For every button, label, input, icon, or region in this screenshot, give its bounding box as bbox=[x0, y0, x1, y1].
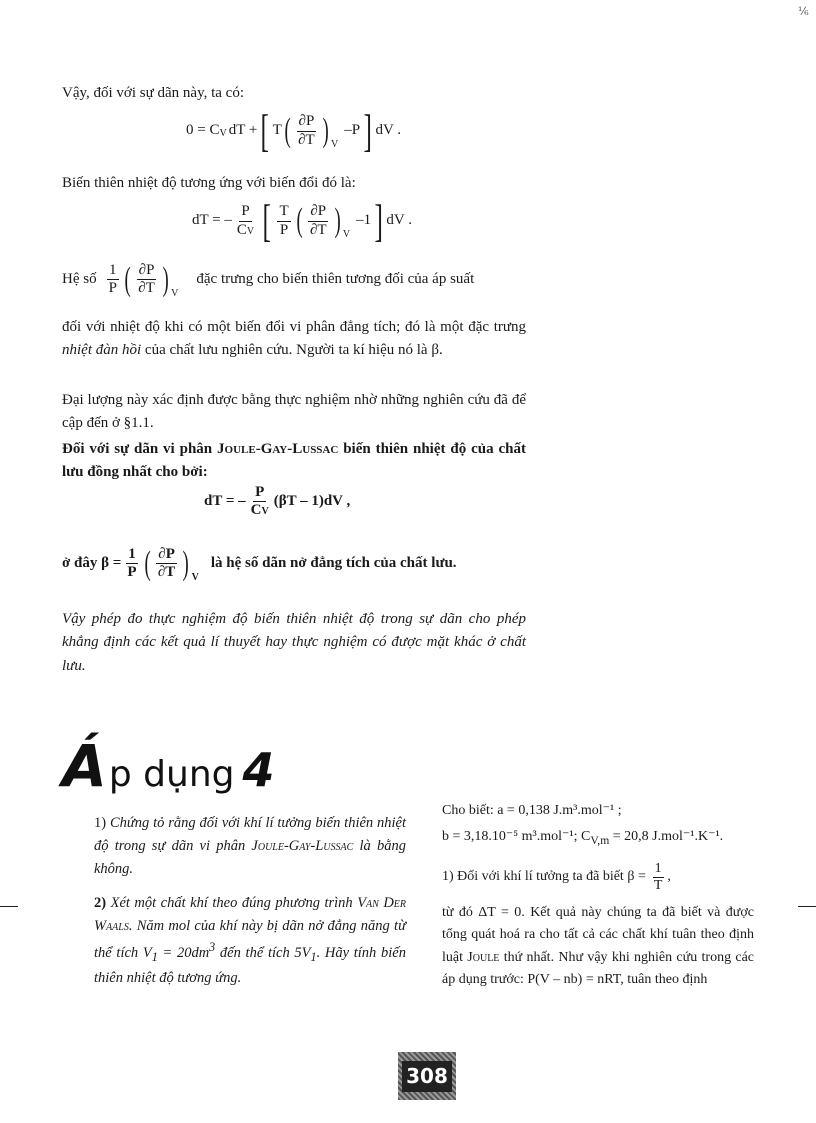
eq1-sub: V bbox=[219, 128, 227, 140]
q2-c3-sup: 3 bbox=[209, 939, 216, 954]
eq1-den: ∂T bbox=[298, 131, 315, 148]
coef-num: ∂P bbox=[137, 262, 157, 280]
eq3-cv bbox=[249, 502, 271, 519]
a1-a: 1) Đối với khí lí tưởng ta đã biết β = bbox=[442, 869, 646, 885]
eq1-sub-v: V bbox=[331, 139, 339, 151]
beta-suffix: là hệ số dãn nở đẳng tích của chất lưu. bbox=[210, 555, 457, 572]
coef-P: P bbox=[108, 280, 117, 297]
eq2-frac-tp bbox=[277, 203, 290, 239]
given-b-line bbox=[442, 826, 754, 850]
q1-b: là bằng không. bbox=[94, 838, 406, 878]
beta-one: 1 bbox=[126, 546, 138, 564]
right-margin-mark bbox=[798, 906, 816, 907]
eq2-rparen: ) bbox=[334, 202, 341, 239]
bold-b: biến thiên nhiệt độ của chất lưu đồng nhất cho bởi: bbox=[62, 441, 526, 481]
eq2-T: T bbox=[277, 203, 290, 221]
eq1-lparen: ( bbox=[284, 112, 291, 149]
eq2-Pd: P bbox=[279, 221, 289, 238]
a1-frac bbox=[652, 861, 665, 894]
eq2-cv-sub: V bbox=[246, 225, 255, 237]
q2-e: . Hãy tính biến thiên nhiệt độ tương ứng. bbox=[94, 944, 406, 986]
para3-c: của chất lưu nghiên cứu. Người ta kí hiệu nó là β. bbox=[141, 342, 443, 359]
eq2-lhs: dT = – bbox=[192, 212, 232, 229]
page-number: 308 bbox=[402, 1061, 452, 1092]
beta-frac-1p bbox=[125, 546, 138, 582]
eq2-num: ∂P bbox=[308, 203, 328, 221]
q2-number: 2) bbox=[94, 894, 107, 911]
given-b: b = 3,18.10⁻⁵ m³.mol⁻¹; C bbox=[442, 829, 591, 845]
eq3-cv-text: C bbox=[250, 502, 262, 519]
q1-name: Joule-Gay-Lussac bbox=[251, 838, 354, 855]
beta-den: ∂T bbox=[157, 564, 176, 581]
paragraph-3 bbox=[62, 316, 526, 363]
eq2-minus1: –1 bbox=[356, 212, 372, 229]
coef-lparen: ( bbox=[124, 260, 131, 298]
eq1-dv: dV . bbox=[375, 122, 402, 139]
heading-title: p dụng bbox=[108, 754, 235, 795]
eq3-cv-sub: V bbox=[261, 506, 269, 518]
q2-text bbox=[94, 895, 406, 986]
q2-b: . Năm mol của khí này bị dãn nở đẳng năng từ thể tích V bbox=[94, 917, 406, 961]
answer-1-body bbox=[442, 902, 754, 992]
beta-prefix: ở đây β = bbox=[62, 555, 122, 572]
right-column bbox=[442, 800, 754, 1002]
eq1-dt: dT + bbox=[228, 122, 258, 139]
eq2-dv: dV . bbox=[386, 212, 412, 229]
beta-frac bbox=[156, 546, 177, 582]
eq1-lbracket: [ bbox=[260, 105, 270, 156]
coef-prefix: Hệ số bbox=[62, 271, 97, 288]
intro-text: Vậy, đối với sự dãn này, ta có: bbox=[62, 85, 244, 101]
eq2-frac-pcv bbox=[235, 203, 256, 239]
given-b2: = 20,8 J.mol⁻¹.K⁻¹. bbox=[609, 829, 724, 845]
section-heading bbox=[62, 722, 275, 812]
equation-3 bbox=[204, 484, 350, 520]
q2-d: đến thể tích 5V bbox=[215, 944, 311, 961]
eq1-frac bbox=[296, 113, 317, 149]
eq3-lhs: dT = – bbox=[204, 493, 246, 510]
eq1-num: ∂P bbox=[297, 113, 317, 131]
equation-1 bbox=[186, 105, 402, 156]
para3-a: đối với nhiệt độ khi có một biến đổi vi phân đẳng tích; đó là một đặc trưng bbox=[62, 319, 526, 335]
heading-number: 4 bbox=[242, 743, 275, 797]
coef-den: ∂T bbox=[138, 280, 155, 297]
q2-a: Xét một chất khí theo đúng phương trình bbox=[110, 894, 358, 911]
given-b-sub: V,m bbox=[590, 834, 610, 848]
beta-lparen: ( bbox=[144, 544, 151, 582]
eq3-P: P bbox=[253, 484, 266, 502]
q2-c: = 20dm bbox=[157, 944, 210, 961]
answer-1-line bbox=[442, 861, 754, 894]
bold-name: Joule-Gay-Lussac bbox=[217, 441, 339, 457]
question-1 bbox=[94, 812, 406, 882]
beta-num: ∂P bbox=[156, 546, 177, 564]
eq2-sub-v: V bbox=[342, 229, 351, 241]
coef-one: 1 bbox=[107, 262, 119, 280]
paragraph-4: Đại lượng này xác định được bằng thực nghiệm nhờ những nghiên cứu đã để cập đến ở §1.1. bbox=[62, 392, 526, 432]
left-margin-mark bbox=[0, 906, 18, 907]
eq2-frac bbox=[308, 203, 329, 239]
question-2 bbox=[94, 892, 406, 991]
q1-text bbox=[94, 815, 406, 877]
given-a: Cho biết: a = 0,138 J.m³.mol⁻¹ ; bbox=[442, 803, 622, 818]
coef-suffix: đặc trưng cho biến thiên tương đối của áp suất bbox=[196, 271, 475, 288]
a1-b: từ đó ΔT = 0. Kết quả này chúng ta đã biết và được tổng quát hoá ra cho tất cả các chất khí tuân theo định luật bbox=[442, 905, 754, 965]
a1-name: Joule bbox=[467, 949, 500, 965]
eq3-rhs: (βT – 1)dV , bbox=[273, 493, 351, 510]
bold-a: Đối với sự dãn vi phân bbox=[62, 441, 218, 457]
eq3-frac bbox=[249, 484, 271, 520]
coef-frac-1p bbox=[107, 262, 119, 298]
beta-P: P bbox=[127, 564, 137, 581]
corner-note: ⅙ bbox=[798, 6, 809, 18]
coef-rparen: ) bbox=[162, 260, 169, 298]
equation-2 bbox=[192, 195, 412, 246]
beta-rparen: ) bbox=[182, 544, 190, 582]
q2-v1b-sub: 1 bbox=[310, 949, 317, 964]
q1-number: 1) bbox=[94, 815, 107, 831]
a1-c: thứ nhất. Như vậy khi nghiên cứu trong các áp dụng trước: P(V – nb) = nRT, tuân theo định bbox=[442, 949, 755, 988]
coef-line bbox=[62, 262, 474, 298]
eq1-lhs: 0 = C bbox=[186, 122, 220, 139]
a1-one: 1 bbox=[653, 861, 664, 878]
heading-initial: Á bbox=[62, 732, 107, 800]
a1-T: T bbox=[653, 877, 663, 893]
q2-v1-sub: 1 bbox=[151, 949, 158, 964]
eq2-den: ∂T bbox=[309, 221, 327, 238]
eq1-rparen: ) bbox=[322, 112, 329, 149]
eq2-cv bbox=[235, 222, 256, 239]
eq1-T: T bbox=[272, 122, 282, 139]
eq2-lparen: ( bbox=[296, 202, 303, 239]
q2-name: Van Der Waals bbox=[94, 894, 407, 934]
a1-comma: , bbox=[667, 869, 671, 885]
beta-line bbox=[62, 546, 457, 582]
eq1-rbracket: ] bbox=[363, 105, 373, 156]
bold-statement bbox=[62, 438, 526, 485]
eq2-lbracket: [ bbox=[262, 195, 271, 246]
para3-italic: nhiệt đàn hồi bbox=[62, 342, 142, 359]
coef-frac bbox=[136, 262, 157, 298]
page-number-box bbox=[398, 1052, 456, 1100]
left-column bbox=[94, 812, 406, 1000]
beta-sub-v: V bbox=[191, 572, 199, 583]
q1-a: Chứng tỏ rằng đối với khí lí tưởng biến thiên nhiệt độ trong sự dãn vi phân bbox=[94, 815, 406, 855]
coef-sub-v: V bbox=[171, 288, 179, 299]
line-2: Biến thiên nhiệt độ tương ứng với biến đổi đó là: bbox=[62, 175, 356, 191]
eq1-minusP: –P bbox=[344, 122, 361, 139]
italic-paragraph: Vậy phép đo thực nghiệm độ biến thiên nhiệt độ trong sự dãn cho phép khẳng định các kết quả lí thuyết hay thực nghiệm có được mặt khác ở chất lưu. bbox=[62, 611, 526, 674]
eq2-rbracket: ] bbox=[374, 195, 383, 246]
eq2-P: P bbox=[239, 203, 251, 221]
eq2-cv-text: C bbox=[236, 221, 247, 238]
